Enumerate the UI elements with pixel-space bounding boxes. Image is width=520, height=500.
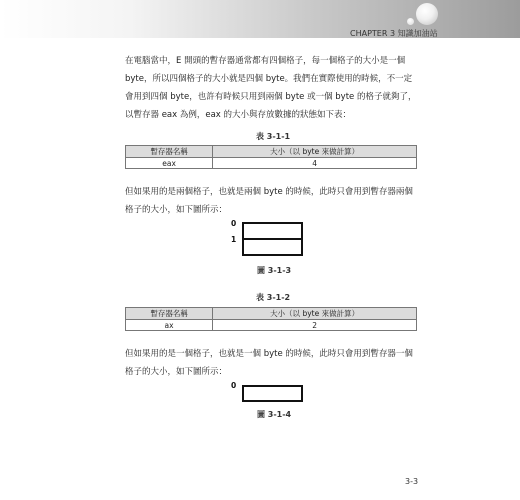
table-row bbox=[126, 158, 417, 169]
table2-header-name: 暫存器名稱 bbox=[126, 308, 213, 320]
table1-caption: 表 3-1-1 bbox=[256, 132, 291, 141]
page-number: 3-3 bbox=[405, 477, 419, 486]
table-row bbox=[126, 320, 417, 331]
figure1-row-label-1: 1 bbox=[231, 235, 237, 244]
intro-paragraph: 在電腦當中，E 開頭的暫存器通常都有四個格子，每一個格子的大小是一個 byte，所以四個格子的大小就是四個 byte。我們在實際使用的時候，不一定會用到四個 byte，也許有時候只用到兩個 byte 或一個 byte 的格子就夠了，以暫存器 eax 為例，eax 的大小與存放數據的狀態如下表： bbox=[125, 56, 417, 120]
figure2-caption: 圖 3-1-4 bbox=[257, 410, 292, 419]
one-byte-paragraph: 但如果用的是一個格子，也就是一個 byte 的時候，此時只會用到暫存器一個格子的大小，如下圖所示： bbox=[125, 349, 413, 377]
figure1-row-label-0: 0 bbox=[231, 219, 237, 228]
chapter-title: CHAPTER 3 知識加油站 bbox=[350, 29, 438, 38]
table1-cell-register: eax bbox=[126, 158, 213, 169]
register-cell-divider bbox=[244, 238, 301, 240]
table2-header-size: 大小（以 byte 來做計算） bbox=[213, 308, 417, 320]
table2-caption: 表 3-1-2 bbox=[256, 293, 291, 302]
register-box-two-cells bbox=[242, 222, 303, 256]
table1-header-name: 暫存器名稱 bbox=[126, 146, 213, 158]
header-bar bbox=[0, 0, 520, 38]
register-size-table-2 bbox=[125, 307, 417, 331]
figure2-row-label-0: 0 bbox=[231, 381, 237, 390]
decorative-orb-small bbox=[407, 18, 414, 25]
table2-cell-register: ax bbox=[126, 320, 213, 331]
decorative-orb-large bbox=[416, 3, 438, 25]
table2-cell-size: 2 bbox=[213, 320, 417, 331]
register-size-table-1 bbox=[125, 145, 417, 169]
two-byte-paragraph: 但如果用的是兩個格子，也就是兩個 byte 的時候，此時只會用到暫存器兩個格子的大小，如下圖所示： bbox=[125, 187, 413, 215]
figure1-caption: 圖 3-1-3 bbox=[257, 266, 292, 275]
table1-header-size: 大小（以 byte 來做計算） bbox=[213, 146, 417, 158]
table1-cell-size: 4 bbox=[213, 158, 417, 169]
register-box-one-cell bbox=[242, 385, 303, 402]
